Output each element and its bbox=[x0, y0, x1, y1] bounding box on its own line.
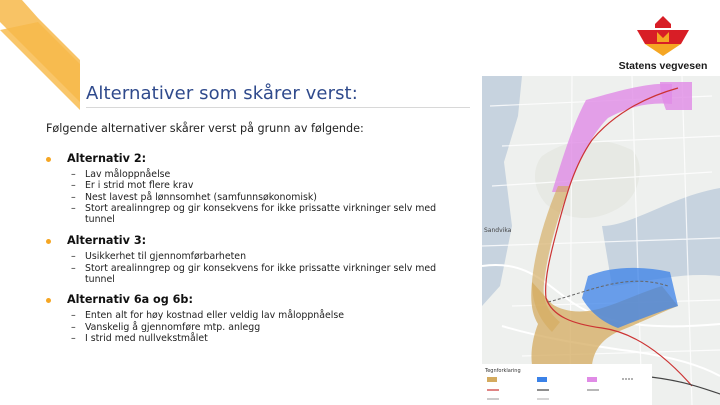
legend-swatch bbox=[587, 377, 597, 382]
spacer bbox=[44, 225, 444, 234]
sub-item: – Er i strid mot flere krav bbox=[71, 180, 194, 192]
sub-item: – Stort arealinngrep og gir konsekvens for ikke prissatte virkninger selv med tunnel bbox=[71, 262, 437, 286]
map-legend-title: Tegnforklaring bbox=[485, 368, 521, 374]
list-item bbox=[44, 293, 444, 344]
sub-item: – Nest lavest på lønnsomhet (samfunnsøkonomisk) bbox=[71, 191, 317, 203]
alternative-heading: Alternativ 3: bbox=[67, 234, 147, 248]
route-map bbox=[482, 76, 720, 405]
sub-item: – I strid med nullvekstmålet bbox=[71, 332, 208, 344]
legend-swatch bbox=[487, 377, 497, 382]
alternative-heading: Alternativ 2: bbox=[67, 152, 147, 165]
logo-emblem-icon bbox=[633, 14, 693, 58]
sub-item: – Lav måloppnåelse bbox=[71, 169, 171, 180]
corner-decoration bbox=[0, 0, 82, 110]
alternative-heading: Alternativ 6a og 6b: bbox=[67, 293, 193, 307]
bullet-icon bbox=[46, 298, 51, 303]
statens-vegvesen-logo bbox=[607, 14, 719, 74]
sub-item: – Stort arealinngrep og gir konsekvens for ikke prissatte virkninger selv med tunnel bbox=[71, 202, 437, 226]
intro-text: Følgende alternativer skårer verst på grunn av følgende: bbox=[46, 122, 364, 135]
sub-item: – Vanskelig å gjennomføre mtp. anlegg bbox=[71, 321, 261, 333]
list-item bbox=[44, 152, 444, 225]
alternatives-list bbox=[44, 152, 444, 344]
sub-list bbox=[67, 310, 444, 344]
map-place-label: Sandvika bbox=[484, 227, 512, 234]
sub-item: – Enten alt for høy kostnad eller veldig lav måloppnåelse bbox=[71, 310, 345, 322]
list-item bbox=[44, 234, 444, 285]
sub-item: – Usikkerhet til gjennomførbarheten bbox=[71, 251, 247, 263]
sub-list bbox=[67, 169, 444, 225]
legend-swatch bbox=[537, 377, 547, 382]
bullet-icon bbox=[46, 239, 51, 244]
sub-list bbox=[67, 251, 444, 285]
slide-title: Alternativer som skårer verst: bbox=[86, 83, 358, 104]
logo-text: Statens vegvesen bbox=[618, 60, 708, 72]
spacer bbox=[44, 285, 444, 293]
bullet-icon bbox=[46, 157, 51, 162]
title-divider bbox=[86, 107, 470, 108]
